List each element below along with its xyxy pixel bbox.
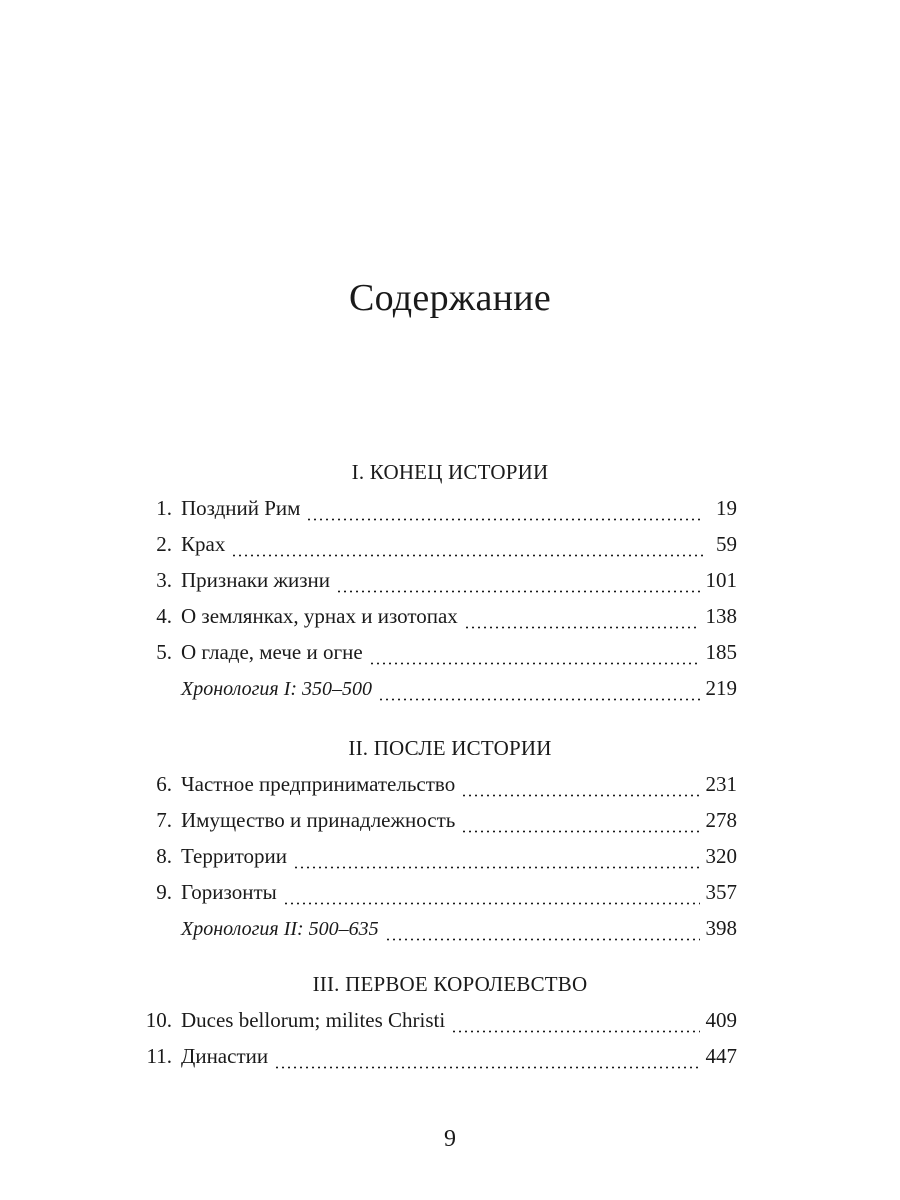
part-heading-3: III. ПЕРВОЕ КОРОЛЕВСТВО	[312, 972, 588, 996]
dot-leader	[461, 827, 699, 833]
toc-entry-title: Хронология I: 350–500	[181, 678, 373, 700]
part-heading-1: I. КОНЕЦ ИСТОРИИ	[351, 460, 549, 484]
toc-entry-title: Крах	[181, 532, 226, 556]
toc-entry-title: Частное предпринимательство	[181, 772, 456, 796]
toc-entry-page: 320	[705, 844, 737, 868]
dot-leader	[385, 935, 700, 941]
toc-entry	[140, 496, 737, 524]
dot-leader	[378, 695, 699, 701]
page-number: 9	[444, 1126, 456, 1152]
part-heading-2: II. ПОСЛЕ ИСТОРИИ	[348, 736, 552, 760]
toc-entry	[140, 568, 737, 596]
toc-entry	[140, 772, 737, 800]
dot-leader	[283, 899, 700, 905]
toc-entry-number: 2.	[156, 532, 172, 556]
toc-entry-page: 59	[716, 532, 737, 556]
toc-entry-page: 357	[705, 880, 737, 904]
toc-entry-title: О землянках, урнах и изотопах	[181, 604, 458, 628]
toc-entry-chronology	[140, 676, 737, 704]
toc-entry-page: 398	[705, 916, 737, 940]
toc-entry-title: Горизонты	[181, 880, 277, 904]
toc-entry-number: 6.	[156, 772, 172, 796]
toc-entry-number: 8.	[156, 844, 172, 868]
toc-entry	[140, 844, 737, 872]
dot-leader	[464, 623, 700, 629]
toc-entry-page: 19	[716, 496, 737, 520]
toc-entry-number: 11.	[146, 1044, 172, 1068]
toc-entry-number: 10.	[145, 1008, 172, 1032]
toc-entry-page: 409	[705, 1008, 737, 1032]
dot-leader	[336, 587, 700, 593]
toc-entry	[140, 1008, 737, 1036]
toc-entry-title: Династии	[181, 1044, 269, 1068]
toc-entry-number: 7.	[156, 808, 172, 832]
toc-entry-number: 9.	[156, 880, 172, 904]
dot-leader	[369, 659, 700, 665]
toc-entry	[140, 604, 737, 632]
toc-entry-title: Duces bellorum; milites Christi	[181, 1008, 446, 1032]
dot-leader	[461, 791, 699, 797]
toc-entry-page: 278	[705, 808, 737, 832]
toc-entry-title: Территории	[181, 844, 287, 868]
toc-entry-title: Имущество и принадлежность	[181, 808, 456, 832]
dot-leader	[451, 1027, 699, 1033]
page-title: Содержание	[348, 277, 552, 319]
toc-entry-chronology	[140, 916, 737, 944]
toc-entry-page: 447	[705, 1044, 737, 1068]
toc-entry	[140, 808, 737, 836]
toc-entry-title: Признаки жизни	[181, 568, 330, 592]
toc-entry-title: О гладе, мече и огне	[181, 640, 363, 664]
toc-entry	[140, 640, 737, 668]
toc-entry-number: 1.	[156, 496, 172, 520]
dot-leader	[306, 515, 703, 521]
dot-leader	[293, 863, 700, 869]
toc-entry-page: 219	[705, 676, 737, 700]
toc-entry-title: Поздний Рим	[181, 496, 301, 520]
dot-leader	[231, 551, 703, 557]
dot-leader	[274, 1063, 699, 1069]
toc-entry-title: Хронология II: 500–635	[181, 918, 379, 940]
toc-entry-number: 3.	[156, 568, 172, 592]
toc-entry	[140, 880, 737, 908]
toc-entry-page: 101	[705, 568, 737, 592]
toc-entry-page: 138	[705, 604, 737, 628]
toc-entry	[140, 1044, 737, 1072]
toc-entry-page: 231	[705, 772, 737, 796]
toc-entry-page: 185	[705, 640, 737, 664]
toc-entry	[140, 532, 737, 560]
toc-entry-number: 4.	[156, 604, 172, 628]
toc-entry-number: 5.	[156, 640, 172, 664]
